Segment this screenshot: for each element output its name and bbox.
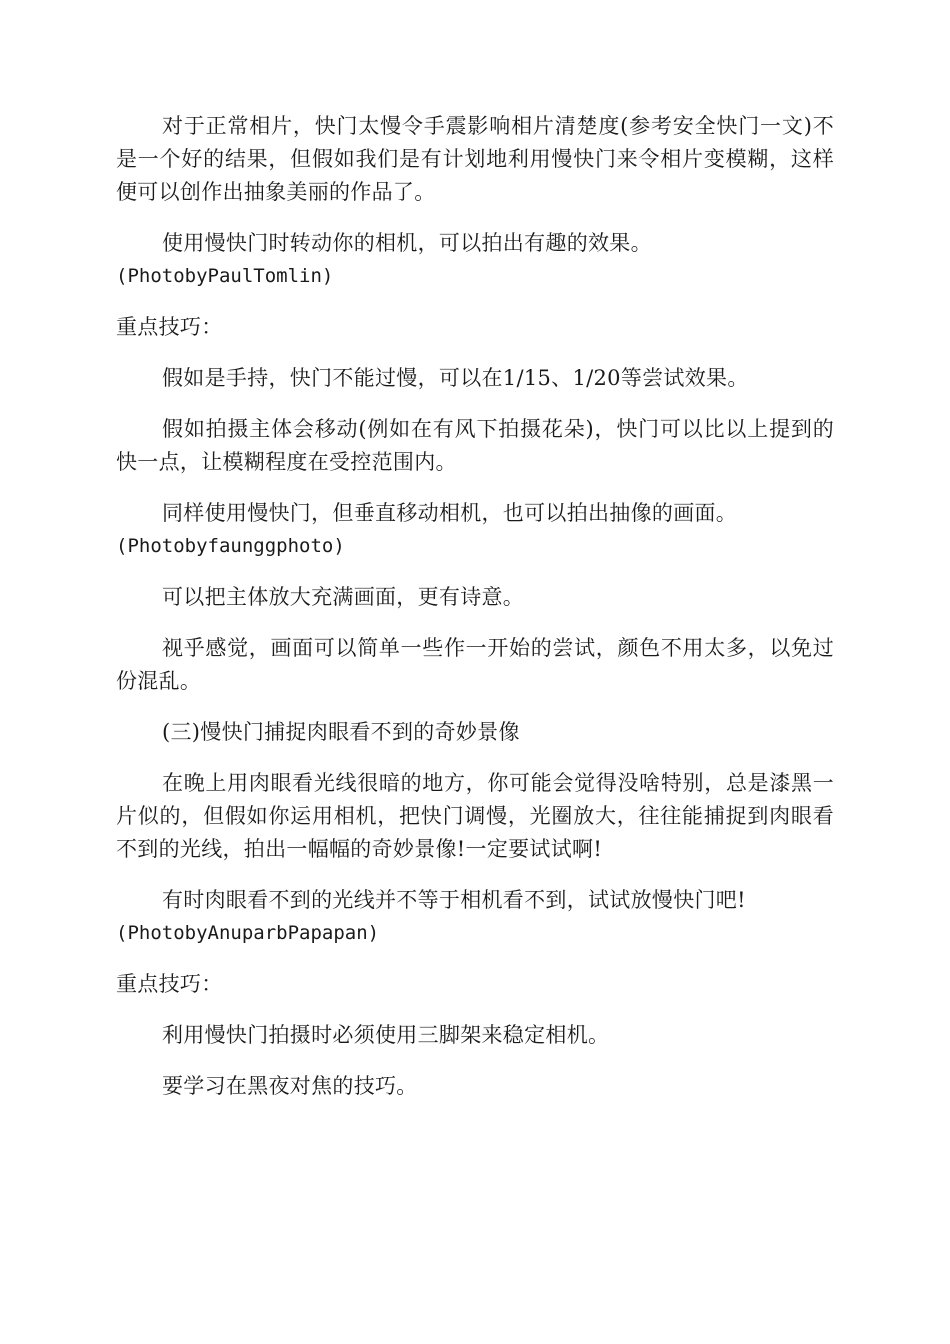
paragraph-rotate-camera — [116, 227, 834, 293]
paragraph-simple-start: 视乎感觉，画面可以简单一些作一开始的尝试，颜色不用太多，以免过份混乱。 — [116, 636, 834, 693]
paragraph-tripod: 利用慢快门拍摄时必须使用三脚架来稳定相机。 — [162, 1023, 610, 1047]
section-heading-tips: 重点技巧： — [116, 315, 223, 339]
section-title-three: (三)慢快门捕捉肉眼看不到的奇妙景像 — [162, 720, 520, 744]
paragraph-vertical-move — [116, 497, 834, 563]
paragraph-tip-moving-subject: 假如拍摄主体会移动(例如在有风下拍摄花朵)，快门可以比以上提到的快一点，让模糊程度在受控范围内。 — [116, 417, 834, 474]
paragraph-slow-shutter — [116, 884, 834, 950]
paragraph-intro: 对于正常相片，快门太慢令手震影响相片清楚度(参考安全快门一文)不是一个好的结果，但假如我们是有计划地利用慢快门来令相片变模糊，这样便可以创作出抽象美丽的作品了。 — [116, 114, 834, 204]
section-heading-tips-2: 重点技巧： — [116, 972, 223, 996]
paragraph-text: 同样使用慢快门，但垂直移动相机，也可以拍出抽像的画面。 — [162, 501, 738, 525]
paragraph-night-light: 在晚上用肉眼看光线很暗的地方，你可能会觉得没啥特别，总是漆黑一片似的，但假如你运用相机，把快门调慢，光圈放大，往往能捕捉到肉眼看不到的光线，拍出一幅幅的奇妙景像!一定要试试啊! — [116, 771, 834, 861]
paragraph-text: 使用慢快门时转动你的相机，可以拍出有趣的效果。 — [162, 231, 652, 255]
paragraph-fill-frame: 可以把主体放大充满画面，更有诗意。 — [162, 585, 525, 609]
photo-credit: (Photobyfaunggphoto) — [116, 535, 345, 557]
photo-credit: (PhotobyAnuparbPapapan) — [116, 922, 380, 944]
paragraph-night-focus: 要学习在黑夜对焦的技巧。 — [162, 1074, 418, 1098]
paragraph-tip-handheld: 假如是手持，快门不能过慢，可以在1/15、1/20等尝试效果。 — [162, 366, 749, 390]
paragraph-text: 有时肉眼看不到的光线并不等于相机看不到，试试放慢快门吧! — [162, 888, 746, 912]
photo-credit: (PhotobyPaulTomlin) — [116, 265, 334, 287]
